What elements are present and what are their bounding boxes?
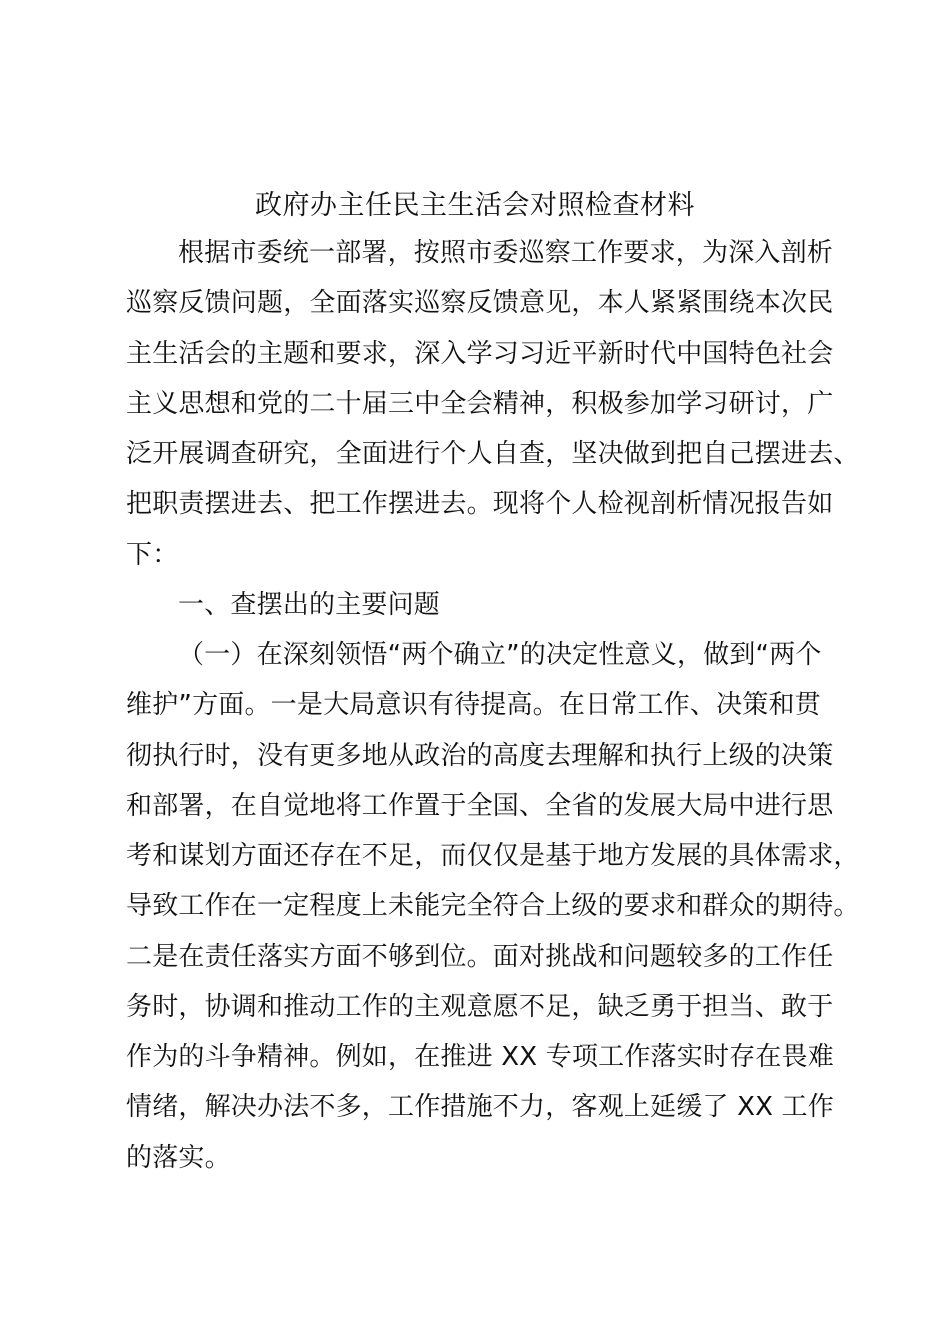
body-line-16: 作为的斗争精神。例如，在推进 XX 专项工作落实时存在畏难 [126,1042,834,1072]
body-line-5: 泛开展调查研究，全面进行个人自查，坚决做到把自己摆进去、 [126,439,860,469]
document-title: 政府办主任民主生活会对照检查材料 [255,190,695,221]
section-heading-1: 一、查摆出的主要问题 [178,590,441,620]
body-line-11: 和部署，在自觉地将工作置于全国、全省的发展大局中进行思 [126,791,834,821]
body-line-12: 考和谋划方面还存在不足，而仅仅是基于地方发展的具体需求， [126,841,860,871]
body-line-7: 下： [126,540,179,570]
body-line-17: 情绪，解决办法不多，工作措施不力，客观上延缓了 XX 工作 [126,1092,834,1122]
body-line-14: 二是在责任落实方面不够到位。面对挑战和问题较多的工作任 [126,942,834,972]
body-line-8: （一）在深刻领悟“两个确立”的决定性意义，做到“两个 [178,640,822,670]
body-line-6: 把职责摆进去、把工作摆进去。现将个人检视剖析情况报告如 [126,489,834,519]
body-line-3: 主生活会的主题和要求，深入学习习近平新时代中国特色社会 [126,339,834,369]
body-line-15: 务时，协调和推动工作的主观意愿不足，缺乏勇于担当、敢于 [126,992,834,1022]
body-line-18: 的落实。 [126,1143,231,1173]
body-line-4: 主义思想和党的二十届三中全会精神，积极参加学习研讨，广 [126,389,834,419]
body-line-1: 根据市委统一部署，按照市委巡察工作要求，为深入剖析 [178,238,834,268]
body-line-13: 导致工作在一定程度上未能完全符合上级的要求和群众的期待。 [126,891,860,921]
body-line-10: 彻执行时，没有更多地从政治的高度去理解和执行上级的决策 [126,741,834,771]
body-line-2: 巡察反馈问题，全面落实巡察反馈意见，本人紧紧围绕本次民 [126,288,834,318]
body-line-9: 维护”方面。一是大局意识有待提高。在日常工作、决策和贯 [126,690,821,720]
